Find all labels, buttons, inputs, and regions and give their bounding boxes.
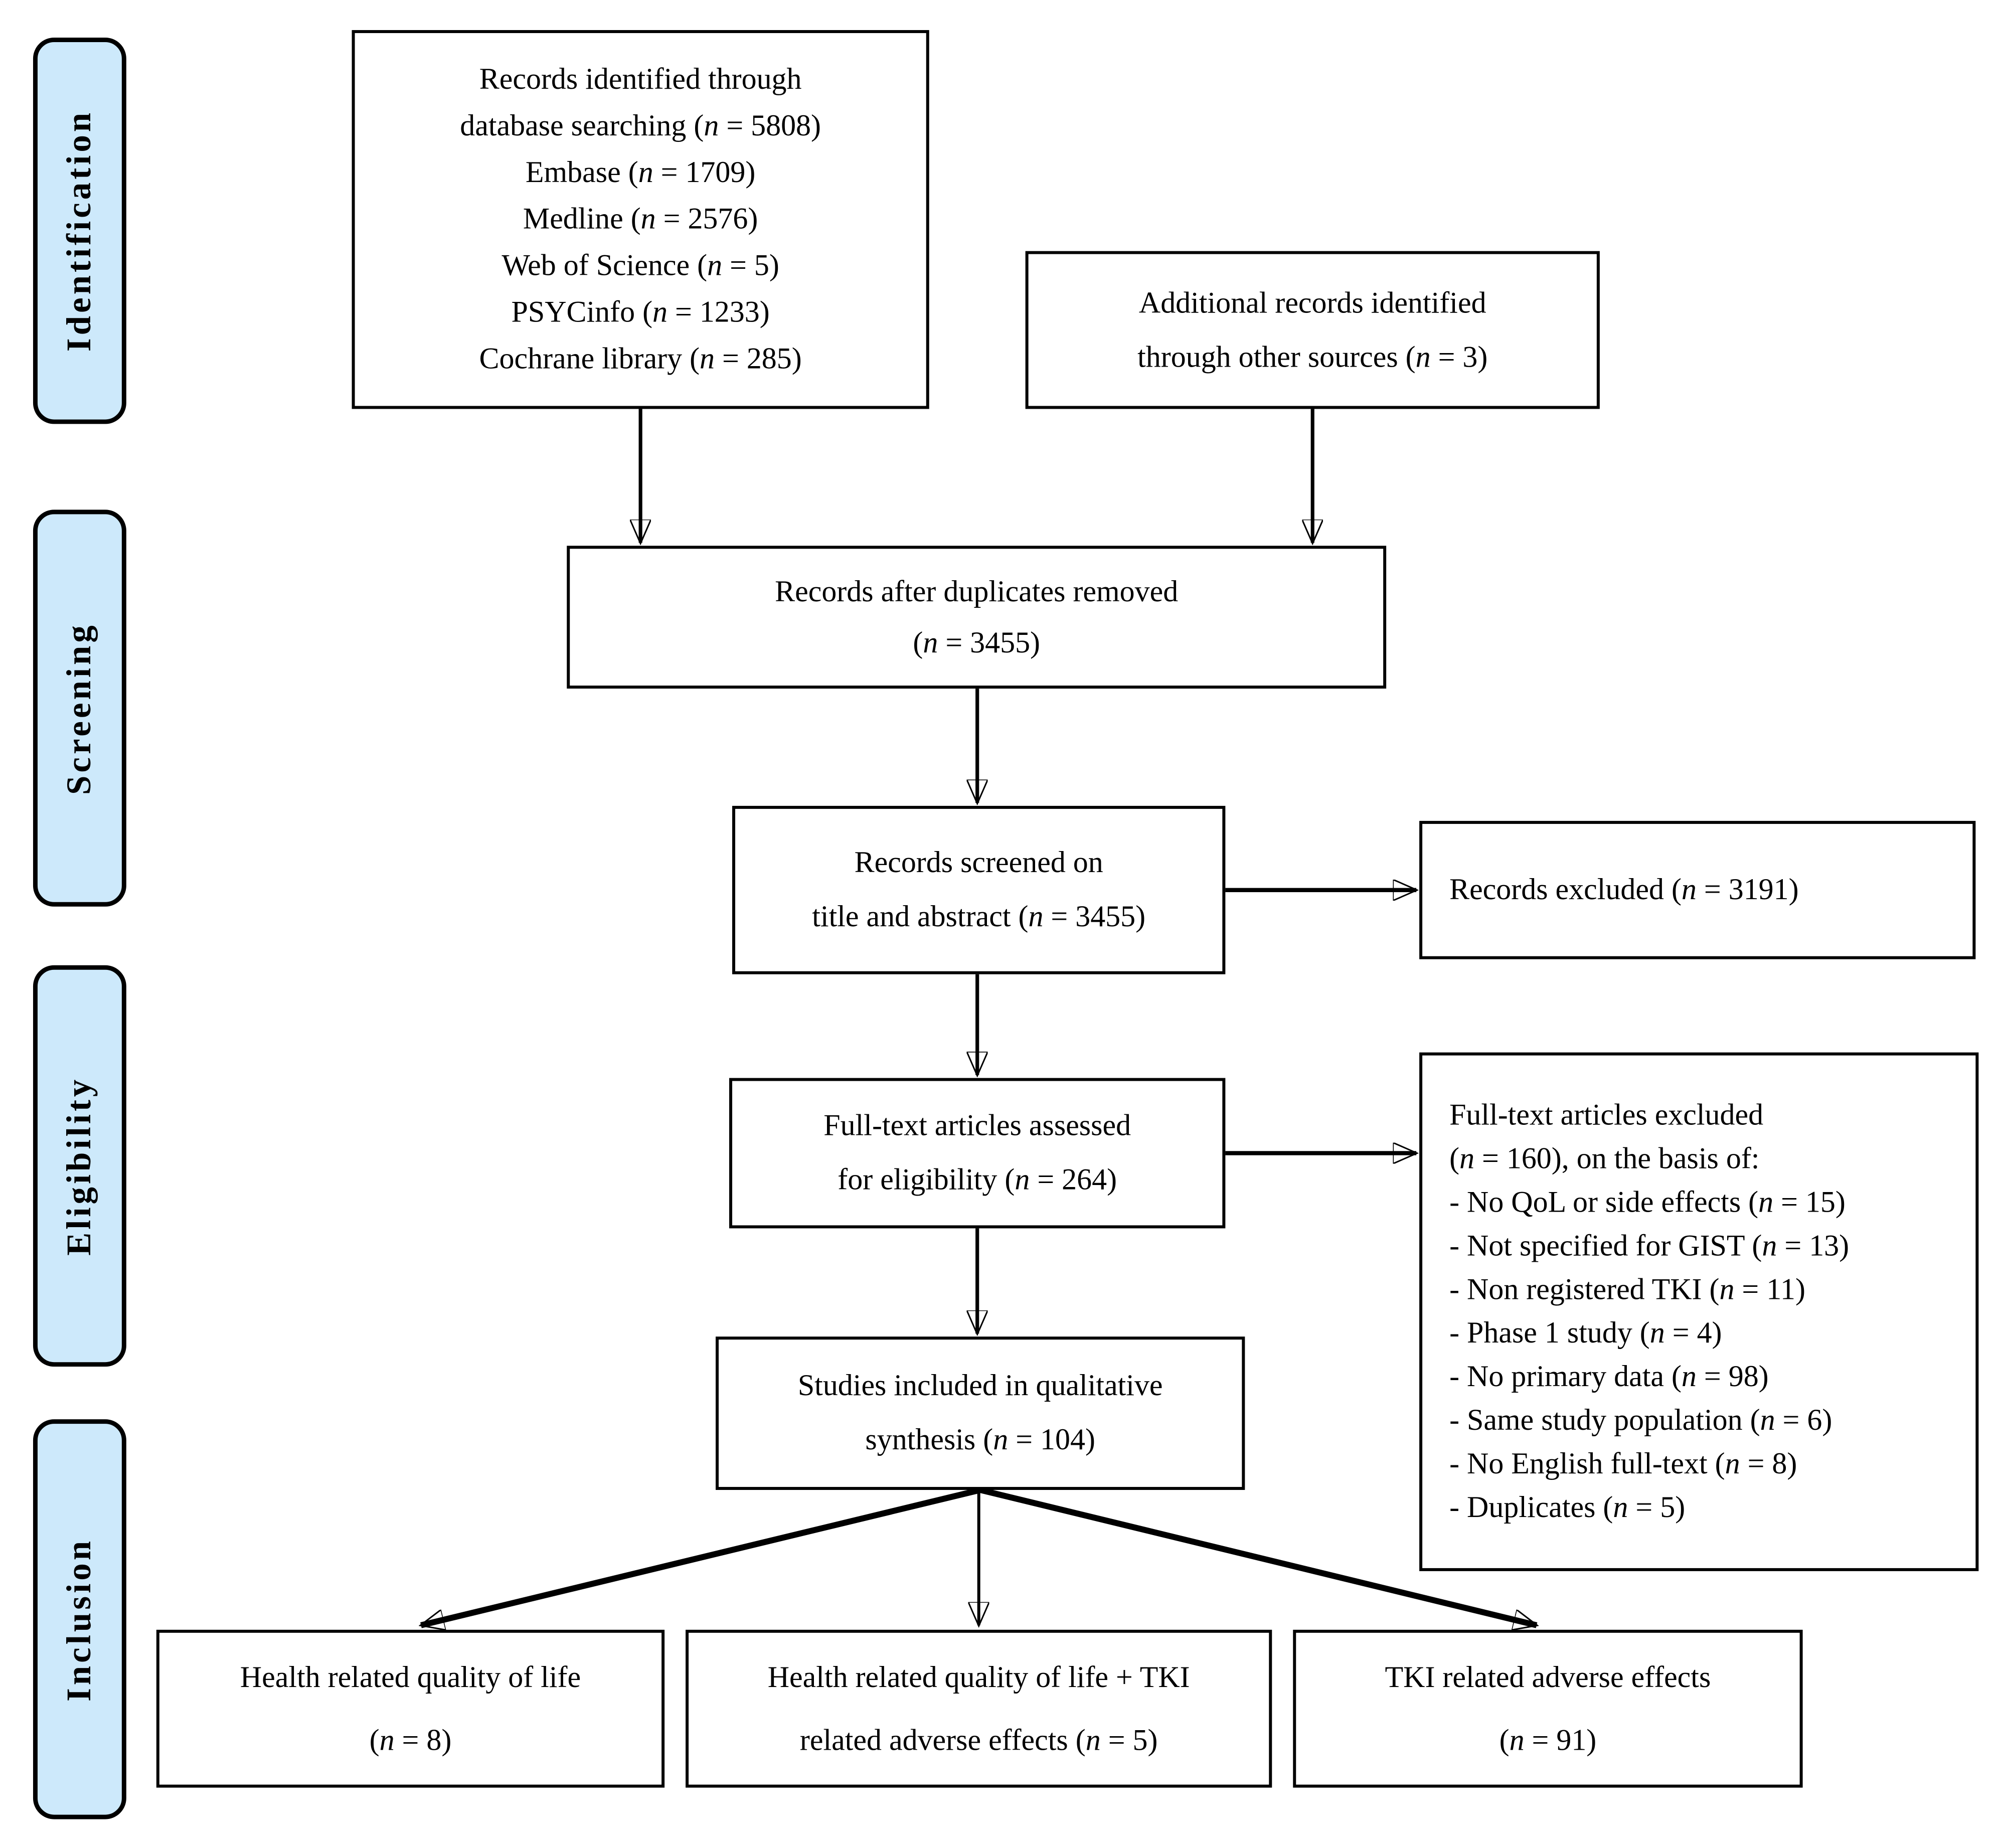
box-line: Health related quality of life + TKI	[767, 1660, 1190, 1694]
stage-screening	[33, 510, 126, 906]
box-line: database searching (n = 5808)	[460, 109, 821, 142]
box-records-excluded	[1419, 821, 1975, 959]
box-line: - No QoL or side effects (n = 15)	[1449, 1185, 1846, 1219]
box-line: PSYCinfo (n = 1233)	[511, 295, 770, 329]
box-fulltext-excluded	[1419, 1053, 1978, 1571]
box-line: (n = 91)	[1499, 1724, 1597, 1757]
box-line: - No English full-text (n = 8)	[1449, 1447, 1797, 1480]
box-records-identified	[352, 30, 929, 409]
box-line: synthesis (n = 104)	[865, 1424, 1095, 1457]
box-line: - Not specified for GIST (n = 13)	[1449, 1229, 1850, 1262]
box-line: Records after duplicates removed	[775, 575, 1179, 608]
stage-inclusion	[33, 1419, 126, 1819]
box-line: (n = 3455)	[913, 626, 1041, 659]
box-records-screened	[732, 806, 1225, 974]
box-hrqol-tki	[686, 1630, 1272, 1788]
box-line: - Phase 1 study (n = 4)	[1449, 1316, 1722, 1350]
box-qualitative-synthesis	[716, 1336, 1245, 1490]
box-line: - Non registered TKI (n = 11)	[1449, 1272, 1805, 1306]
box-duplicates-removed	[567, 546, 1386, 689]
box-line: (n = 160), on the basis of:	[1449, 1141, 1760, 1175]
stage-eligibility	[33, 965, 126, 1367]
box-line: Studies included in qualitative	[797, 1370, 1163, 1403]
box-line: Records excluded (n = 3191)	[1449, 873, 1799, 906]
box-line: title and abstract (n = 3455)	[812, 900, 1146, 934]
stage-identification-label: Identification	[60, 109, 98, 352]
box-hrqol	[156, 1630, 664, 1788]
box-line: Embase (n = 1709)	[525, 155, 756, 189]
stage-eligibility-label: Eligibility	[60, 1076, 98, 1256]
stage-inclusion-label: Inclusion	[60, 1537, 98, 1701]
stage-identification	[33, 38, 126, 424]
box-line: through other sources (n = 3)	[1137, 341, 1488, 374]
box-line: (n = 8)	[369, 1724, 452, 1757]
box-line: for eligibility (n = 264)	[838, 1163, 1117, 1197]
box-additional-records	[1026, 251, 1600, 409]
box-line: Web of Science (n = 5)	[502, 249, 779, 282]
box-line: - Duplicates (n = 5)	[1449, 1490, 1686, 1524]
box-line: Medline (n = 2576)	[523, 202, 758, 236]
box-tki-adverse	[1293, 1630, 1802, 1788]
box-line: - No primary data (n = 98)	[1449, 1360, 1769, 1393]
box-line: Full-text articles excluded	[1449, 1098, 1764, 1131]
box-line: Additional records identified	[1138, 286, 1486, 320]
box-line: TKI related adverse effects	[1385, 1660, 1711, 1694]
box-line: related adverse effects (n = 5)	[799, 1724, 1158, 1757]
box-line: Records screened on	[854, 846, 1103, 880]
arrow-qualitative-to-hrqol	[421, 1490, 980, 1625]
box-line: - Same study population (n = 6)	[1449, 1403, 1832, 1437]
stage-screening-label: Screening	[60, 622, 98, 794]
box-fulltext-assessed	[729, 1078, 1225, 1229]
box-line: Health related quality of life	[240, 1660, 581, 1694]
box-line: Cochrane library (n = 285)	[479, 342, 802, 376]
box-line: Full-text articles assessed	[823, 1109, 1131, 1143]
box-line: Records identified through	[479, 62, 802, 96]
